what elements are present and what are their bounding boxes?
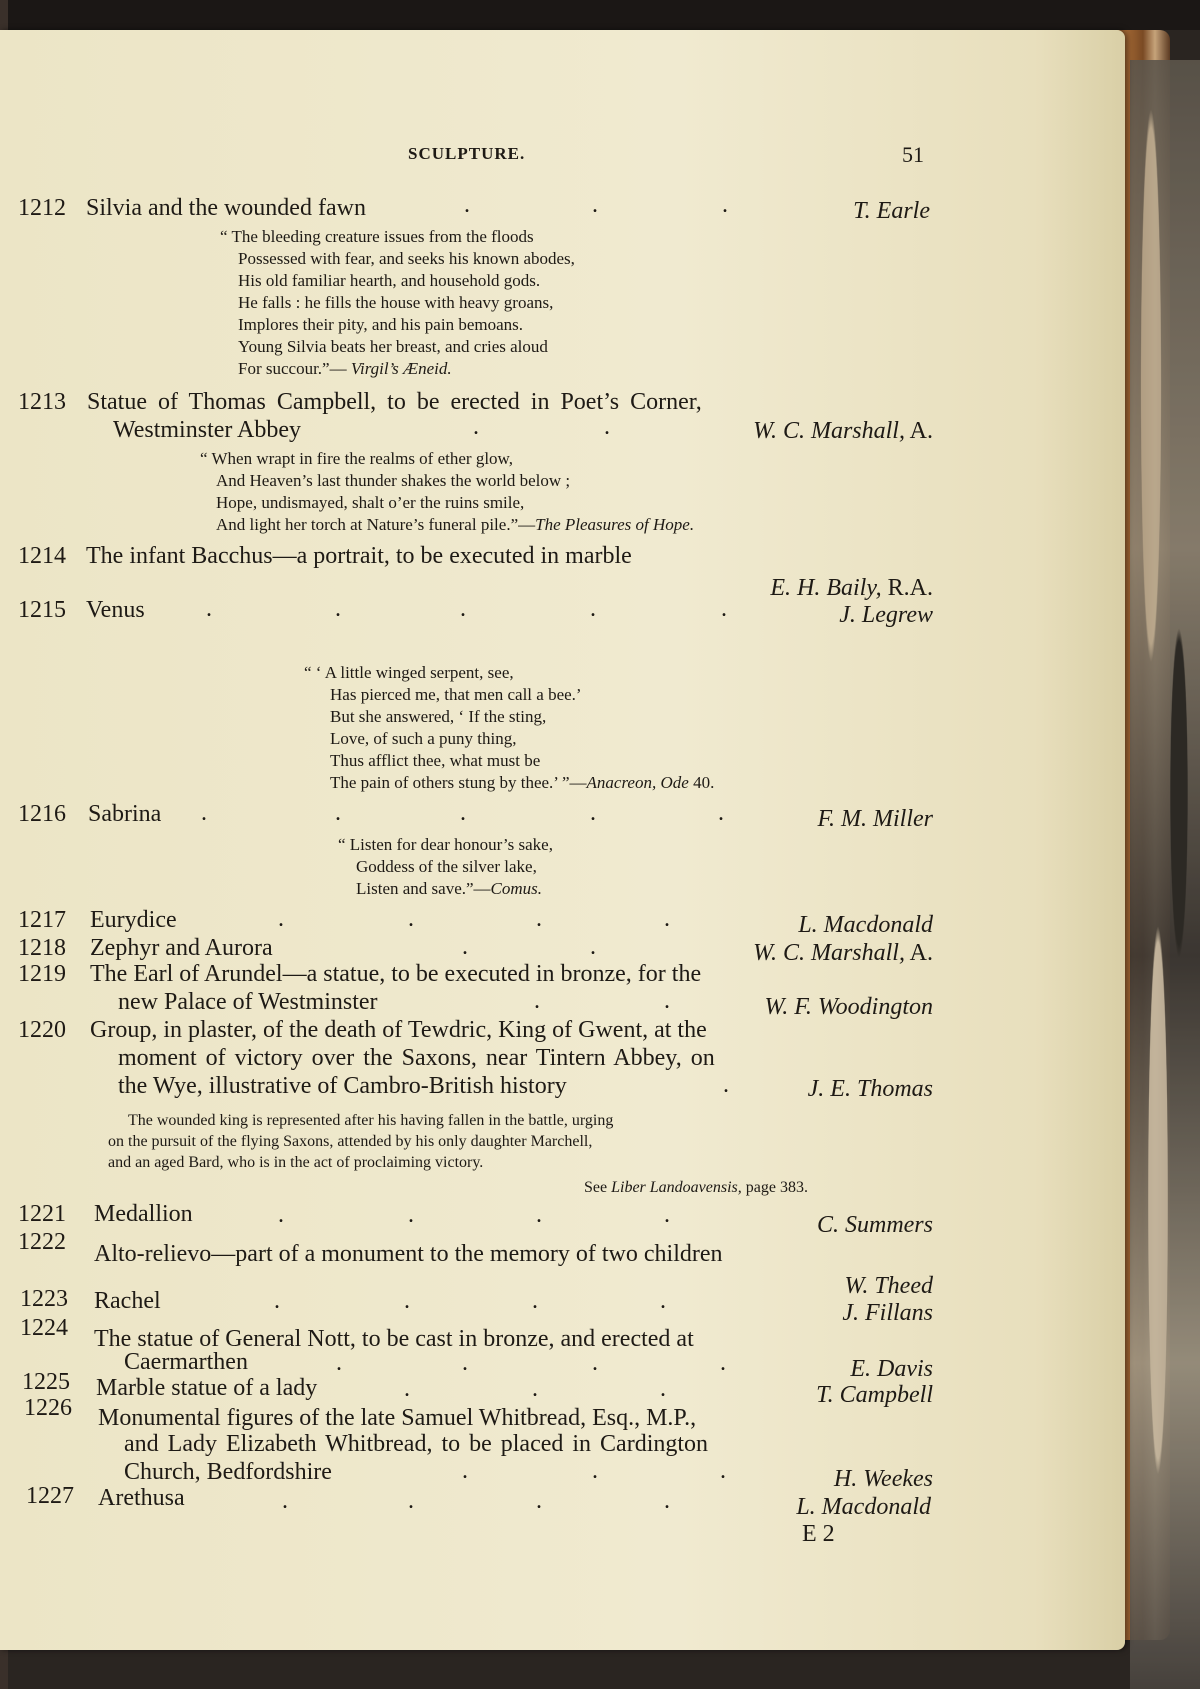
quote-line: Goddess of the silver lake, (356, 857, 537, 876)
leader-dot: . (720, 1350, 726, 1376)
entry-artist: T. Earle (853, 198, 930, 224)
leader-dot: . (462, 1350, 468, 1376)
leader-dot: . (664, 988, 670, 1014)
entry-number: 1213 (18, 389, 66, 415)
leader-dot: . (721, 596, 727, 622)
entry-title-continued: Westminster Abbey (113, 417, 302, 443)
entry-title: Sabrina (88, 801, 162, 827)
entry-number: 1222 (18, 1229, 66, 1255)
leader-dot: . (335, 596, 341, 622)
page-number: 51 (902, 142, 924, 167)
entry-number: 1215 (18, 597, 66, 623)
quote-line: “ The bleeding creature issues from the floods (220, 227, 534, 246)
leader-dot: . (718, 800, 724, 826)
leader-dot: . (278, 906, 284, 932)
entry-title: Eurydice (90, 907, 177, 933)
entry-number: 1214 (18, 543, 66, 569)
quote-line: “ Listen for dear honour’s sake, (338, 835, 553, 854)
entry-artist: T. Campbell (816, 1382, 933, 1408)
quote-line: The pain of others stung by thee.’ ”—Anacreon, Ode 40. (330, 773, 715, 792)
entry-artist: C. Summers (816, 1212, 933, 1238)
quote-line: For succour.”— Virgil’s Æneid. (238, 359, 452, 378)
leader-dot: . (664, 1202, 670, 1228)
quote-line: And Heaven’s last thunder shakes the world below ; (216, 471, 571, 490)
leader-dot: . (408, 1202, 414, 1228)
entry-number: 1219 (18, 961, 66, 987)
leader-dot: . (592, 192, 598, 218)
entry-title: The statue of General Nott, to be cast in bronze, and erected at (94, 1326, 694, 1352)
entry-number: 1218 (18, 935, 66, 961)
quote-line: His old familiar hearth, and household gods. (238, 271, 541, 290)
entry-note-reference: See Liber Landoavensis, page 383. (584, 1179, 808, 1196)
entry-title-continued: and Lady Elizabeth Whitbread, to be placed in Cardington (124, 1431, 709, 1457)
quote-source: Virgil’s Æneid. (350, 359, 452, 378)
leader-dot: . (206, 596, 212, 622)
entry-title: Zephyr and Aurora (90, 935, 273, 961)
quote-line: Thus afflict thee, what must be (330, 751, 541, 770)
quote-line: “ ‘ A little winged serpent, see, (304, 663, 514, 682)
entry-number: 1212 (18, 195, 66, 221)
leader-dot: . (590, 596, 596, 622)
leader-dot: . (462, 934, 468, 960)
quote-source: Anacreon, Ode (586, 773, 689, 792)
leader-dot: . (722, 192, 728, 218)
entry-artist: W. C. Marshall, A. (753, 418, 933, 444)
leader-dot: . (536, 1488, 542, 1514)
entry-artist: H. Weekes (833, 1466, 933, 1492)
entry-title-continued: new Palace of Westminster (118, 989, 378, 1015)
leader-dot: . (473, 414, 479, 440)
entry-artist: L. Macdonald (798, 912, 933, 938)
entry-artist: J. E. Thomas (807, 1076, 933, 1102)
leader-dot: . (592, 1458, 598, 1484)
entry-artist: L. Macdonald (796, 1494, 931, 1520)
entry-note-line: and an aged Bard, who is in the act of proclaiming victory. (108, 1154, 484, 1171)
entry-artist: F. M. Miller (817, 806, 933, 832)
leader-dot: . (536, 906, 542, 932)
leader-dot: . (335, 800, 341, 826)
entry-artist: W. C. Marshall, A. (753, 940, 933, 966)
leader-dot: . (408, 1488, 414, 1514)
entry-title: Silvia and the wounded fawn (86, 195, 366, 221)
leader-dot: . (408, 906, 414, 932)
leader-dot: . (660, 1288, 666, 1314)
quote-source: Comus. (490, 879, 543, 898)
entry-title: Marble statue of a lady (96, 1375, 318, 1401)
background-top (0, 0, 1200, 30)
entry-number: 1216 (18, 801, 66, 827)
leader-dot: . (664, 1488, 670, 1514)
entry-note-line: The wounded king is represented after his having fallen in the battle, urging (128, 1112, 614, 1129)
entry-title: Alto-relievo—part of a monument to the memory of two children (94, 1241, 723, 1267)
entry-title: Medallion (94, 1201, 193, 1227)
quote-line: Implores their pity, and his pain bemoans. (238, 315, 524, 334)
leader-dot: . (723, 1072, 729, 1098)
quote-source: The Pleasures of Hope. (535, 515, 695, 534)
quote-line: “ When wrapt in fire the realms of ether glow, (200, 449, 513, 468)
leader-dot: . (404, 1288, 410, 1314)
leader-dot: . (720, 1458, 726, 1484)
leader-dot: . (274, 1288, 280, 1314)
entry-title-continued: Caermarthen (124, 1349, 248, 1375)
leader-dot: . (664, 906, 670, 932)
entry-note-line: on the pursuit of the flying Saxons, attended by his only daughter Marchell, (108, 1133, 593, 1150)
leader-dot: . (660, 1376, 666, 1402)
entry-number: 1225 (22, 1369, 70, 1395)
marbled-endpaper (1130, 60, 1200, 1689)
leader-dot: . (590, 934, 596, 960)
entry-title: Venus (86, 597, 145, 623)
entry-title: The Earl of Arundel—a statue, to be executed in bronze, for the (90, 961, 702, 987)
entry-number: 1220 (18, 1017, 66, 1043)
leader-dot: . (464, 192, 470, 218)
leader-dot: . (336, 1350, 342, 1376)
leader-dot: . (536, 1202, 542, 1228)
leader-dot: . (404, 1376, 410, 1402)
entry-title-continued: the Wye, illustrative of Cambro-British history (118, 1073, 567, 1099)
entry-artist: J. Legrew (839, 602, 933, 628)
quote-line: Hope, undismayed, shalt o’er the ruins smile, (216, 493, 525, 512)
quote-line: Has pierced me, that men call a bee.’ (330, 685, 582, 704)
quote-line: Young Silvia beats her breast, and cries aloud (238, 337, 548, 356)
quote-line: Listen and save.”—Comus. (356, 879, 543, 898)
entry-number: 1217 (18, 907, 66, 933)
entry-artist: W. Theed (844, 1273, 933, 1299)
entry-number: 1224 (20, 1315, 68, 1341)
entry-title-continued: Church, Bedfordshire (124, 1459, 332, 1485)
quote-line: And light her torch at Nature’s funeral pile.”—The Pleasures of Hope. (216, 515, 695, 534)
leader-dot: . (278, 1202, 284, 1228)
quote-line: He falls : he fills the house with heavy groans, (238, 293, 554, 312)
leader-dot: . (604, 414, 610, 440)
leader-dot: . (532, 1376, 538, 1402)
leader-dot: . (590, 800, 596, 826)
leader-dot: . (534, 988, 540, 1014)
leader-dot: . (282, 1488, 288, 1514)
leader-dot: . (460, 596, 466, 622)
quote-line: Possessed with fear, and seeks his known abodes, (238, 249, 575, 268)
entry-artist: E. Davis (850, 1356, 933, 1382)
signature-mark: E 2 (802, 1521, 835, 1547)
entry-number: 1221 (18, 1201, 66, 1227)
running-header: SCULPTURE. (408, 144, 526, 163)
entry-artist: J. Fillans (842, 1300, 933, 1326)
entry-title: Monumental figures of the late Samuel Whitbread, Esq., M.P., (98, 1405, 697, 1431)
entry-title: Arethusa (98, 1485, 185, 1511)
entry-artist: W. F. Woodington (764, 994, 933, 1020)
quote-line: But she answered, ‘ If the sting, (330, 707, 547, 726)
leader-dot: . (201, 800, 207, 826)
entry-title: Group, in plaster, of the death of Tewdric, King of Gwent, at the (90, 1017, 707, 1043)
book-page (0, 30, 1125, 1650)
leader-dot: . (532, 1288, 538, 1314)
leader-dot: . (592, 1350, 598, 1376)
entry-title: Statue of Thomas Campbell, to be erected in Poet’s Corner, (87, 389, 702, 415)
entry-number: 1227 (26, 1483, 74, 1509)
entry-number: 1223 (20, 1286, 68, 1312)
quote-line: Love, of such a puny thing, (330, 729, 517, 748)
entry-artist: E. H. Baily, R.A. (770, 575, 933, 601)
entry-title: The infant Bacchus—a portrait, to be executed in marble (86, 543, 632, 569)
leader-dot: . (460, 800, 466, 826)
leader-dot: . (462, 1458, 468, 1484)
entry-title: Rachel (94, 1288, 161, 1314)
entry-title-continued: moment of victory over the Saxons, near Tintern Abbey, on (118, 1045, 715, 1071)
entry-number: 1226 (24, 1395, 72, 1421)
